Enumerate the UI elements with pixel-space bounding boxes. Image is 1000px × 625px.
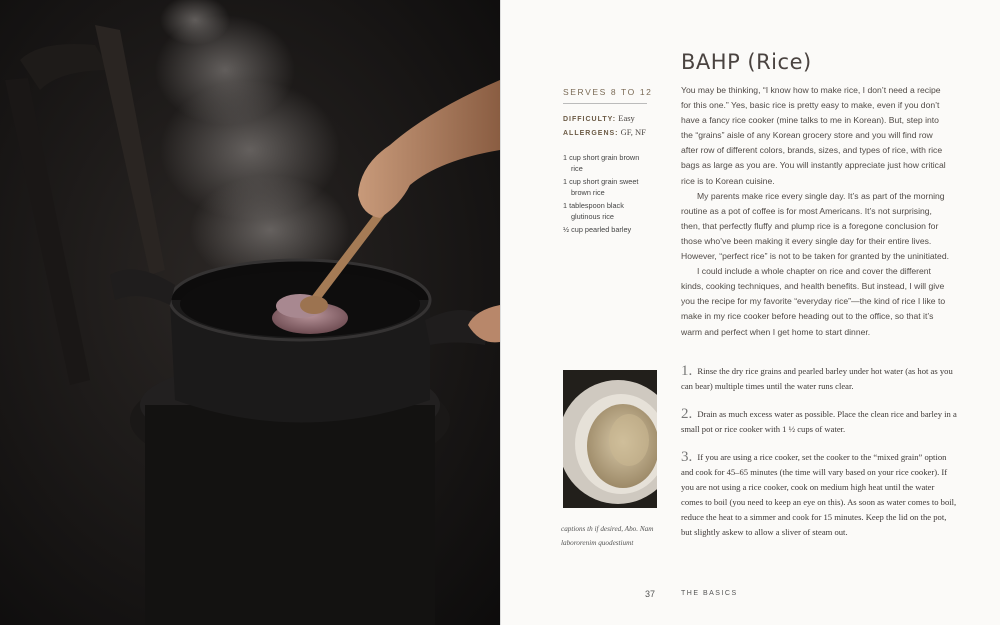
step-number: 1. bbox=[681, 363, 693, 379]
ingredient-item: 1 cup short grain sweet brown rice bbox=[563, 177, 639, 197]
ingredient-item: ½ cup pearled barley bbox=[563, 225, 632, 234]
step-2 bbox=[681, 407, 957, 437]
section-title: THE BASICS bbox=[681, 590, 738, 597]
ingredient-list bbox=[563, 152, 647, 235]
allergens-line bbox=[563, 126, 647, 140]
recipe-title: BAHP (Rice) bbox=[681, 50, 812, 74]
recipe-sidebar bbox=[563, 87, 653, 237]
step-number: 2. bbox=[681, 406, 693, 422]
allergens-label: ALLERGENS: bbox=[563, 130, 619, 137]
step-text: If you are using a rice cooker, set the cooker to the “mixed grain” option and cook for 45–65 minutes (the time will vary based on your rice cooker). If you are not using a rice cooker, cook on medium high heat until the water comes to boil (you need to keep an eye on this). As soon as water comes to boil, reduce the heat to a simmer and cook for 15 minutes. Keep the lid on the pot, but slightly askew to allow a sliver of steam out. bbox=[681, 452, 957, 537]
difficulty-value: Easy bbox=[618, 113, 635, 123]
intro-paragraph: You may be thinking, “I know how to make rice, I don’t need a recipe for this one.” Yes, basic rice is pretty easy to make, even if you don’t have a fancy rice cooker (mine talks to me in Korean). But, step into the “grains” aisle of any Korean grocery store and you will find row after row of different colors, brands, sizes, and types of rice, with rice bags as large as you are. You will instantly appreciate just how critical rice is to Korean cuisine. bbox=[681, 85, 946, 186]
recipe-page bbox=[500, 0, 1000, 625]
ingredient-item: 1 cup short grain brown rice bbox=[563, 153, 640, 173]
recipe-steps bbox=[681, 364, 957, 553]
page-number: 37 bbox=[645, 589, 656, 599]
step-1 bbox=[681, 364, 957, 394]
intro-text bbox=[681, 83, 951, 340]
intro-paragraph: I could include a whole chapter on rice and cover the different kinds, cooking techniques, and health benefits. But instead, I will give you the recipe for my favorite “everyday rice”—the kind of rice I like to make in my rice cooker before heading out to the office, so that it’s warm and perfect when I get home to start dinner. bbox=[681, 266, 946, 337]
ingredient-item: 1 tablespoon black glutinous rice bbox=[563, 201, 624, 221]
step-text: Drain as much excess water as possible. Place the clean rice and barley in a small pot or rice cooker with 1 ½ cups of water. bbox=[681, 409, 957, 434]
step-text: Rinse the dry rice grains and pearled barley under hot water (as hot as you can bear) multiple times until the water runs clear. bbox=[681, 366, 953, 391]
photo-caption: captions th if desired, Abo. Nam labororenim quodestiumt bbox=[561, 525, 654, 547]
difficulty-line bbox=[563, 112, 647, 126]
difficulty-label: DIFFICULTY: bbox=[563, 116, 617, 123]
allergens-value: GF, NF bbox=[620, 127, 646, 137]
step-3 bbox=[681, 450, 957, 540]
intro-paragraph: My parents make rice every single day. It’s as part of the morning routine as a pot of coffee is for most Americans. It’s not surprising, then, that perfectly fluffy and plump rice is a foregone conclusion for those who’ve been making it every single day for their entire lives. However, “perfect rice” is not to be taken for granted by the uninitiated. bbox=[681, 190, 949, 262]
serves-label: SERVES 8 TO 12 bbox=[563, 87, 647, 104]
grains-photo bbox=[563, 370, 657, 508]
bowl-of-grains-image bbox=[563, 370, 657, 508]
step-number: 3. bbox=[681, 449, 693, 465]
